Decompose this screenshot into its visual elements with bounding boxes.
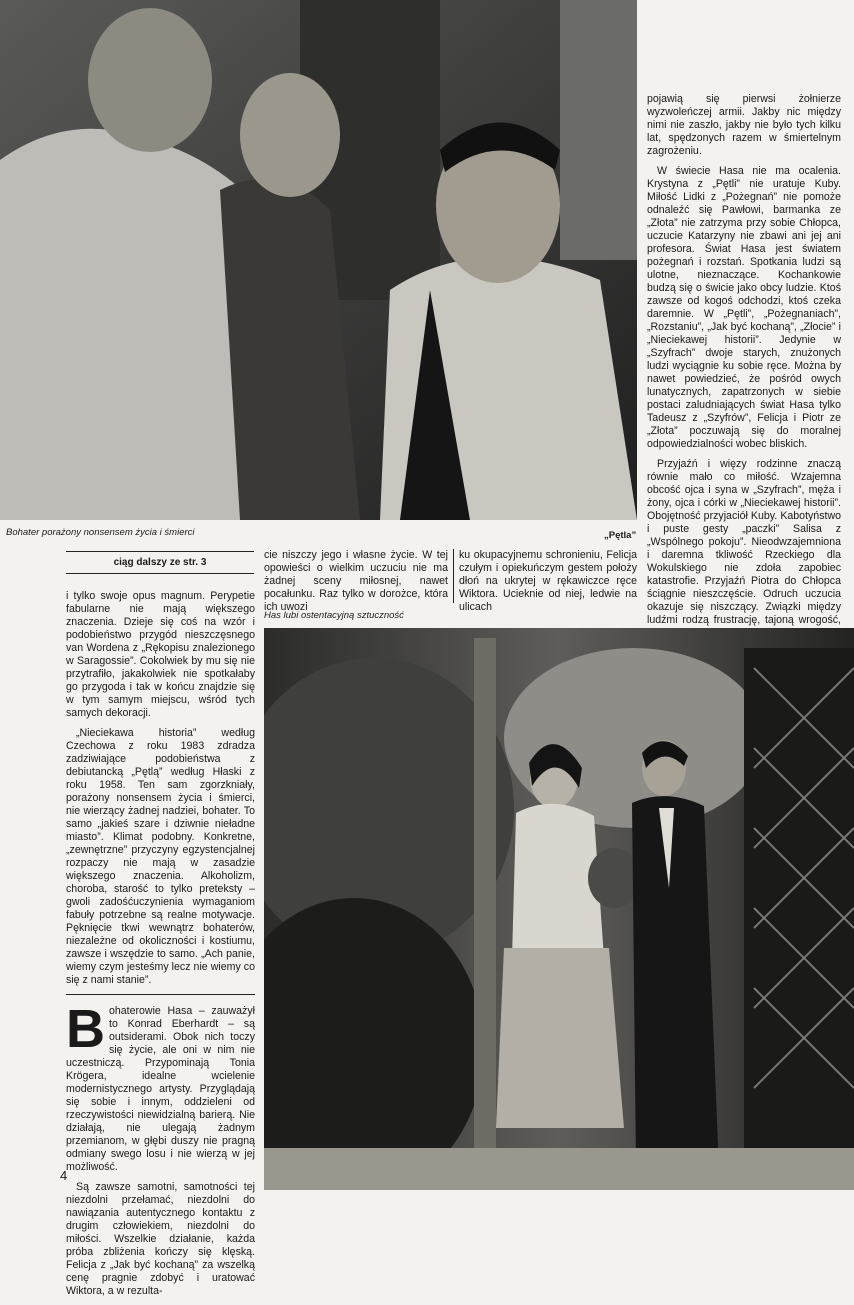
middle-paragraph: ku okupacyjnemu schronieniu, Felicja czułym i opiekuńczym gestem położy dłoń na ukrytej w rękawiczce ręce Wiktora. Ucieknie od niej, ledwie na ulicach [459,549,637,613]
middle-column-2 [459,549,637,621]
divider [66,551,254,552]
photo-couple-at-gate [264,628,854,1190]
right-column-text [647,93,841,706]
right-paragraph: pojawią się pierwsi żołnierze wyzwoleńczej armii. Jakby nic między nimi nie zaszło, jakby nie było tych kilku lat, spędzonych razem w śmiertelnym zagrożeniu. [647,93,841,157]
photo-three-men [0,0,637,520]
right-paragraph: W świecie Hasa nie ma ocalenia. Krystyna z „Pętli” nie uratuje Kuby. Miłość Lidki z „Pożegnań” nie pomoże odnaleźć się Pawłowi, barmanka ze „Złota” nie zatrzyma przy sobie Chłopca, uczucie Katarzyny nie zbawi ani jej ani profesora. Świat Hasa jest światem pożegnań i rozstań. Spotkania ludzi są ulotne, nieznaczące. Kochankowie budzą się o świcie jako obcy ludzie. Ktoś zawsze od kogoś odchodzi, ktoś czeka daremnie. W „Pętli”, „Pożegnaniach”, „Rozstaniu”, „Jak być kochaną”, „Złocie” i „Nieciekawej historii”. Jedynie w „Szyfrach” dwoje starych, znużonych ludzi wyciągnie ku sobie ręce. Można by nawet powiedzieć, że pośród owych lunatycznych, zapatrzonych w siebie postaci zaludniających świat Hasa tylko Tadeusz z „Szyfrów”, Felicja i Piotr ze „Złota” poczuwają się do moralnej odpowiedzialności wobec bliskich. [647,165,841,450]
left-paragraph: i tylko swoje opus magnum. Perypetie fabularne nie mają większego znaczenia. Dzieje się coś na wzór i podobieństwo przygód nieszczęsnego van Wordena z „Rękopisu znalezionego w Saragossie”. Cokolwiek by mu się nie przytrafiło, jakakolwiek nie spotkałaby go przygoda i tak w końcu znajdzie się w tym samym miejscu, wśród tych samych dekoracji. [66,590,255,719]
section-divider [66,994,255,995]
left-paragraph: „Nieciekawa historia” według Czechowa z roku 1983 zdradza zadziwiające podobieństwa z debiutancką „Pętlą” według Hłaski z roku 1958. Ten sam zgorzkniały, porażony nonsensem życia i śmierci, nie wierzący żadnej nadziei, bohater. To samo „jakieś szare i dziwnie nieładne miasto”. Klimat podobny. Konkretne, „zewnętrzne” przyczyny egzystencjalnej rozpaczy nie mają w zasadzie większego znaczenia. Alkoholizm, choroba, starość to tylko preteksty – gwoli zadośćuczynienia wymaganiom fabuły potrzebne są realne motywacje. Pęknięcie tkwi wewnątrz bohaterów, niezależne od okoliczności i kostiumu, zawsze i wszędzie to samo. „Ach panie, wiemy czym jesteśmy lecz nie wiemy co się z nami stanie”. [66,727,255,986]
column-divider [453,549,454,603]
left-column-text [66,590,255,1305]
dropcap-paragraph [66,999,255,1174]
dropcap-paragraph-text: ohaterowie Hasa – zauważył to Konrad Eberhardt – są outsiderami. Obok nich toczy się życie, ale oni w nim nie uczestniczą. Przypominają Tonia Krögera, idealne wcielenie modernistycznego artysty. Przyglądają się sobie i innym, oddzieleni od rzeczywistości niewidzialną barierą. Nie działają, nie ulegają żadnym przemianom, w głębi duszy nie pragną odmiany swego losu i nie wierzą w jej możliwość. [66,1005,255,1173]
middle-paragraph: cie niszczy jego i własne życie. W tej opowieści o wielkim uczuciu nie ma żadnej sceny miłosnej, nawet pocałunku. Raz tylko w dorożce, która ich uwozi [264,549,448,613]
caption-top-left: Bohater porażony nonsensem życia i śmierci [6,527,195,538]
divider [66,573,254,574]
left-paragraph: Są zawsze samotni, samotności tej niezdolni przełamać, niezdolni do nawiązania autentycznego kontaktu z drugim człowiekiem, niezdolni do miłości. Wszelkie działanie, każda próba zbliżenia kończy się klęską. Felicja z „Jak być kochaną” za wszelką cenę pragnie zdobyć i uratować Wiktora, a w rezulta- [66,1181,255,1297]
page-number: 4 [60,1168,68,1183]
dropcap: B [66,999,105,1059]
right-paragraph: Przyjaźń i więzy rodzinne znaczą równie mało co miłość. Wzajemna obcość ojca i syna w „Szyfrach”, męża i żony, ojca i córki w „Nieciekawej historii”. Obojętność przyjaciół Kuby. Kabotyństwo i puste gesty „paczki” Salisa z „Wspólnego pokoju”. Nieodwzajemniona i daremna tkliwość Rzeckiego dla Wokulskiego nie zdoła zapobiec katastrofie. Przyjaźń Piotra do Chłopca ściągnie nieszczęście. Odruch uczucia okazuje się niszczący. Związki między ludźmi rodzą frustrację, tajoną wrogość, [647,458,841,626]
caption-top-right: „Pętla” [604,530,637,541]
caption-middle: Has lubi ostentacyjną sztuczność [264,610,404,621]
continued-label: ciąg dalszy ze str. 3 [113,557,207,568]
